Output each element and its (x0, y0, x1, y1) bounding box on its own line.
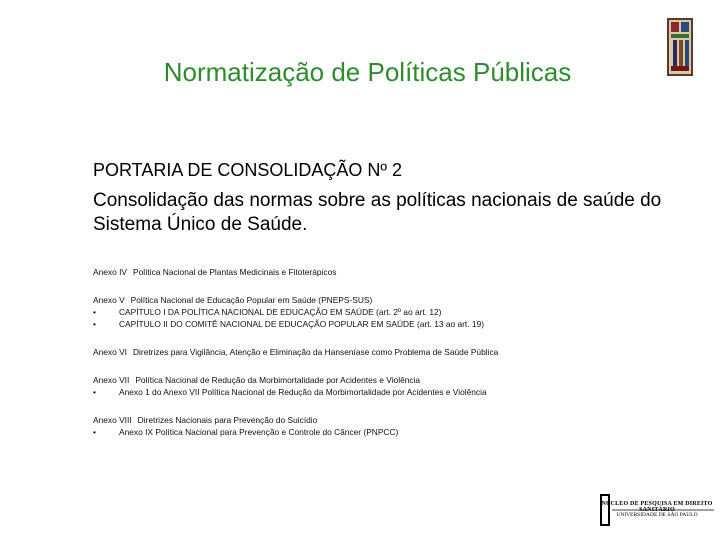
annex-code: Anexo IV (93, 267, 127, 277)
annex-bullet: • Anexo IX Política Nacional para Prevenção e Controle do Câncer (PNPCC) (93, 427, 399, 437)
annex-item (93, 294, 693, 330)
institution-logo (598, 492, 716, 528)
document-heading: PORTARIA DE CONSOLIDAÇÃO Nº 2 (93, 160, 402, 180)
bullet-icon: • (93, 307, 96, 317)
annex-bullet: • CAPÍTULO II DO COMITÊ NACIONAL DE EDUCAÇÃO POPULAR EM SAÚDE (art. 13 ao art. 19) (93, 319, 485, 329)
logo-line-2: UNIVERSIDADE DE SÃO PAULO (616, 512, 698, 518)
annex-text: Diretrizes para Vigilância, Atenção e Eliminação da Hanseníase como Problema de Saúde Pública (133, 347, 499, 357)
annex-text: Política Nacional de Educação Popular em Saúde (PNEPS-SUS) (130, 295, 373, 305)
annex-text: Diretrizes Nacionais para Prevenção do Suicídio (137, 415, 318, 425)
annex-item (93, 414, 693, 438)
annex-item (93, 374, 693, 398)
annex-bullet: • Anexo 1 do Anexo VII Política Nacional de Redução da Morbimortalidade por Acidentes e Violência (93, 387, 487, 397)
annex-code: Anexo VII (93, 375, 130, 385)
annex-text: Política Nacional de Plantas Medicinais e Fitoterápicos (133, 267, 337, 277)
annex-item (93, 346, 693, 358)
annex-text: Política Nacional de Redução da Morbimortalidade por Acidentes e Violência (135, 375, 421, 385)
logo-line-1: NÚCLEO DE PESQUISA EM DIREITO SANITÁRIO (601, 501, 713, 513)
annex-bullet: • CAPÍTULO I DA POLÍTICA NACIONAL DE EDUCAÇÃO EM SAÚDE (art. 2º ao art. 12) (93, 307, 442, 317)
bullet-icon: • (93, 319, 96, 329)
annex-code: Anexo VIII (93, 415, 132, 425)
slide-title: Normatização de Políticas Públicas (163, 57, 572, 87)
institution-emblem-icon (667, 18, 693, 76)
annex-list (93, 266, 693, 454)
annex-code: Anexo VI (93, 347, 127, 357)
bullet-icon: • (93, 427, 96, 437)
annex-code: Anexo V (93, 295, 125, 305)
bullet-icon: • (93, 387, 96, 397)
annex-item (93, 266, 693, 278)
document-subheading: Consolidação das normas sobre as políticas nacionais de saúde do Sistema Único de Saúde. (93, 190, 662, 235)
